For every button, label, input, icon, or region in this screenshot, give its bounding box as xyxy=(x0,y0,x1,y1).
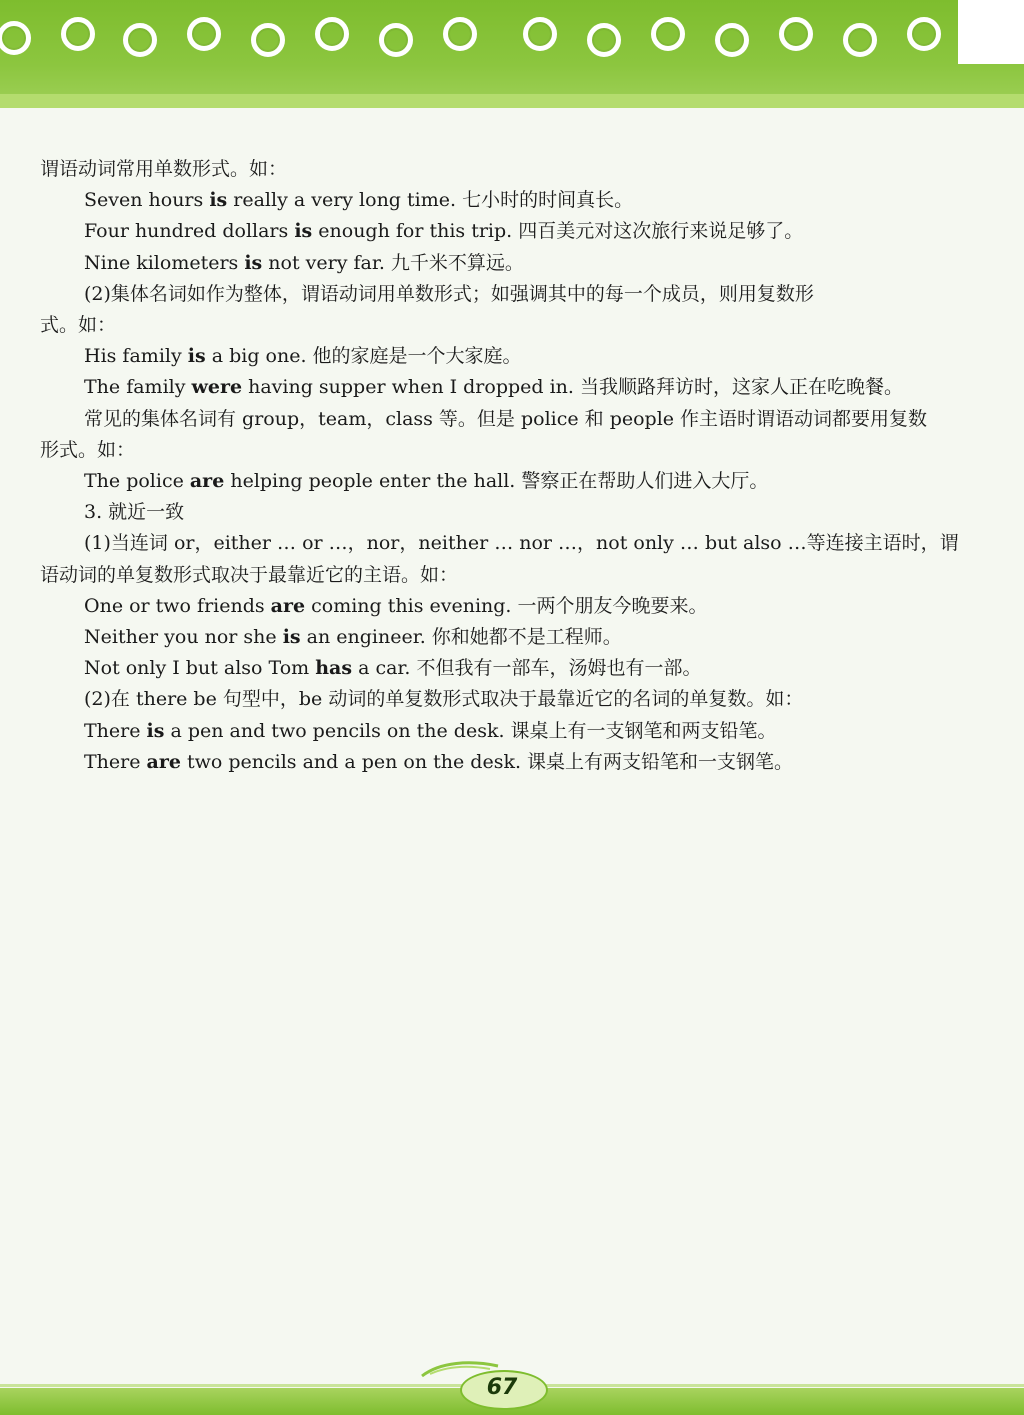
text-run: There xyxy=(84,750,147,773)
bold-verb: is xyxy=(146,719,165,742)
header-stripe xyxy=(0,94,1024,108)
text-run: One or two friends xyxy=(84,594,271,617)
ring-icon xyxy=(587,23,621,57)
ring-icon xyxy=(61,17,95,51)
ring-icon xyxy=(843,23,877,57)
text-line xyxy=(40,216,995,247)
text-run: The police xyxy=(84,470,190,493)
text-run: coming this evening. 一两个朋友今晚要来。 xyxy=(305,594,708,617)
text-run: having supper when I dropped in. 当我顺路拜访时，这家人正在吃晚餐。 xyxy=(242,376,903,399)
text-line xyxy=(40,341,995,372)
text-run: His family xyxy=(84,345,188,368)
bold-verb: is xyxy=(294,220,313,243)
ring-icon xyxy=(523,17,557,51)
text-run: helping people enter the hall. 警察正在帮助人们进入大厅。 xyxy=(224,470,769,493)
bold-verb: is xyxy=(187,345,206,368)
text-run: There xyxy=(84,719,147,742)
ring-icon xyxy=(315,17,349,51)
text-run: The family xyxy=(84,376,192,399)
ring-icon xyxy=(651,17,685,51)
page-number: 67 xyxy=(486,1375,518,1400)
bold-verb: were xyxy=(191,376,243,399)
text-run: a car. 不但我有一部车，汤姆也有一部。 xyxy=(352,657,702,680)
text-run: Neither you nor she xyxy=(84,626,283,649)
header-band xyxy=(0,0,1024,108)
ring-icon xyxy=(123,23,157,57)
text-line xyxy=(40,684,995,715)
bold-verb: are xyxy=(270,594,306,617)
text-line xyxy=(40,248,995,279)
text-run: two pencils and a pen on the desk. 课桌上有两支铅笔和一支钢笔。 xyxy=(180,750,794,773)
page-body xyxy=(40,154,995,778)
text-run: Seven hours xyxy=(84,189,210,212)
bold-verb: is xyxy=(244,251,263,274)
text-run: (2)集体名词如作为整体，谓语动词用单数形式；如强调其中的每一个成员，则用复数形 xyxy=(84,282,814,305)
ring-icon xyxy=(0,21,31,55)
text-line xyxy=(40,653,995,684)
ring-icon xyxy=(251,23,285,57)
text-run: 语动词的单复数形式取决于最靠近它的主语。如： xyxy=(40,563,459,586)
text-line xyxy=(40,435,995,466)
text-line xyxy=(40,154,995,185)
bold-verb: is xyxy=(282,626,301,649)
text-run: Nine kilometers xyxy=(84,251,245,274)
ring-icon xyxy=(715,23,749,57)
bold-verb: are xyxy=(189,470,225,493)
bold-verb: are xyxy=(146,750,181,773)
ring-icon xyxy=(187,17,221,51)
header-corner xyxy=(958,0,1024,64)
text-run: 式。如： xyxy=(40,314,117,337)
text-line xyxy=(40,497,995,528)
text-run: 谓语动词常用单数形式。如： xyxy=(40,158,288,180)
text-line xyxy=(40,622,995,653)
text-line xyxy=(40,185,995,216)
text-line xyxy=(40,404,995,435)
text-run: a pen and two pencils on the desk. 课桌上有一支钢笔和两支铅笔。 xyxy=(164,719,777,742)
text-line xyxy=(40,466,995,497)
text-run: a big one. 他的家庭是一个大家庭。 xyxy=(205,345,522,368)
text-line xyxy=(40,279,995,310)
text-line xyxy=(40,747,995,778)
text-run: (2)在 there be 句型中，be 动词的单复数形式取决于最靠近它的名词的单复数。如： xyxy=(84,688,804,711)
text-line xyxy=(40,591,995,622)
text-line xyxy=(40,528,995,559)
ring-icon xyxy=(779,17,813,51)
text-run: 形式。如： xyxy=(40,438,136,461)
ring-icon xyxy=(379,23,413,57)
bold-verb: has xyxy=(315,657,353,680)
text-run: 常见的集体名词有 group，team，class 等。但是 police 和 people 作主语时谓语动词都要用复数 xyxy=(84,407,928,430)
text-line xyxy=(40,310,995,341)
text-run: enough for this trip. 四百美元对这次旅行来说足够了。 xyxy=(312,220,804,243)
ring-icon xyxy=(907,17,941,51)
text-run: (1)当连词 or，either … or …，nor，neither … nor …，not only … but also …等连接主语时，谓 xyxy=(84,532,959,555)
text-run: 3. 就近一致 xyxy=(84,501,185,524)
text-run: not very far. 九千米不算远。 xyxy=(262,251,524,274)
ring-icon xyxy=(443,17,477,51)
text-run: Four hundred dollars xyxy=(84,220,295,243)
text-run: an engineer. 你和她都不是工程师。 xyxy=(300,626,622,649)
bold-verb: is xyxy=(209,189,228,212)
text-run: really a very long time. 七小时的时间真长。 xyxy=(227,189,634,212)
text-run: Not only I but also Tom xyxy=(84,657,316,680)
text-line xyxy=(40,372,995,403)
text-line xyxy=(40,716,995,747)
text-line xyxy=(40,560,995,591)
